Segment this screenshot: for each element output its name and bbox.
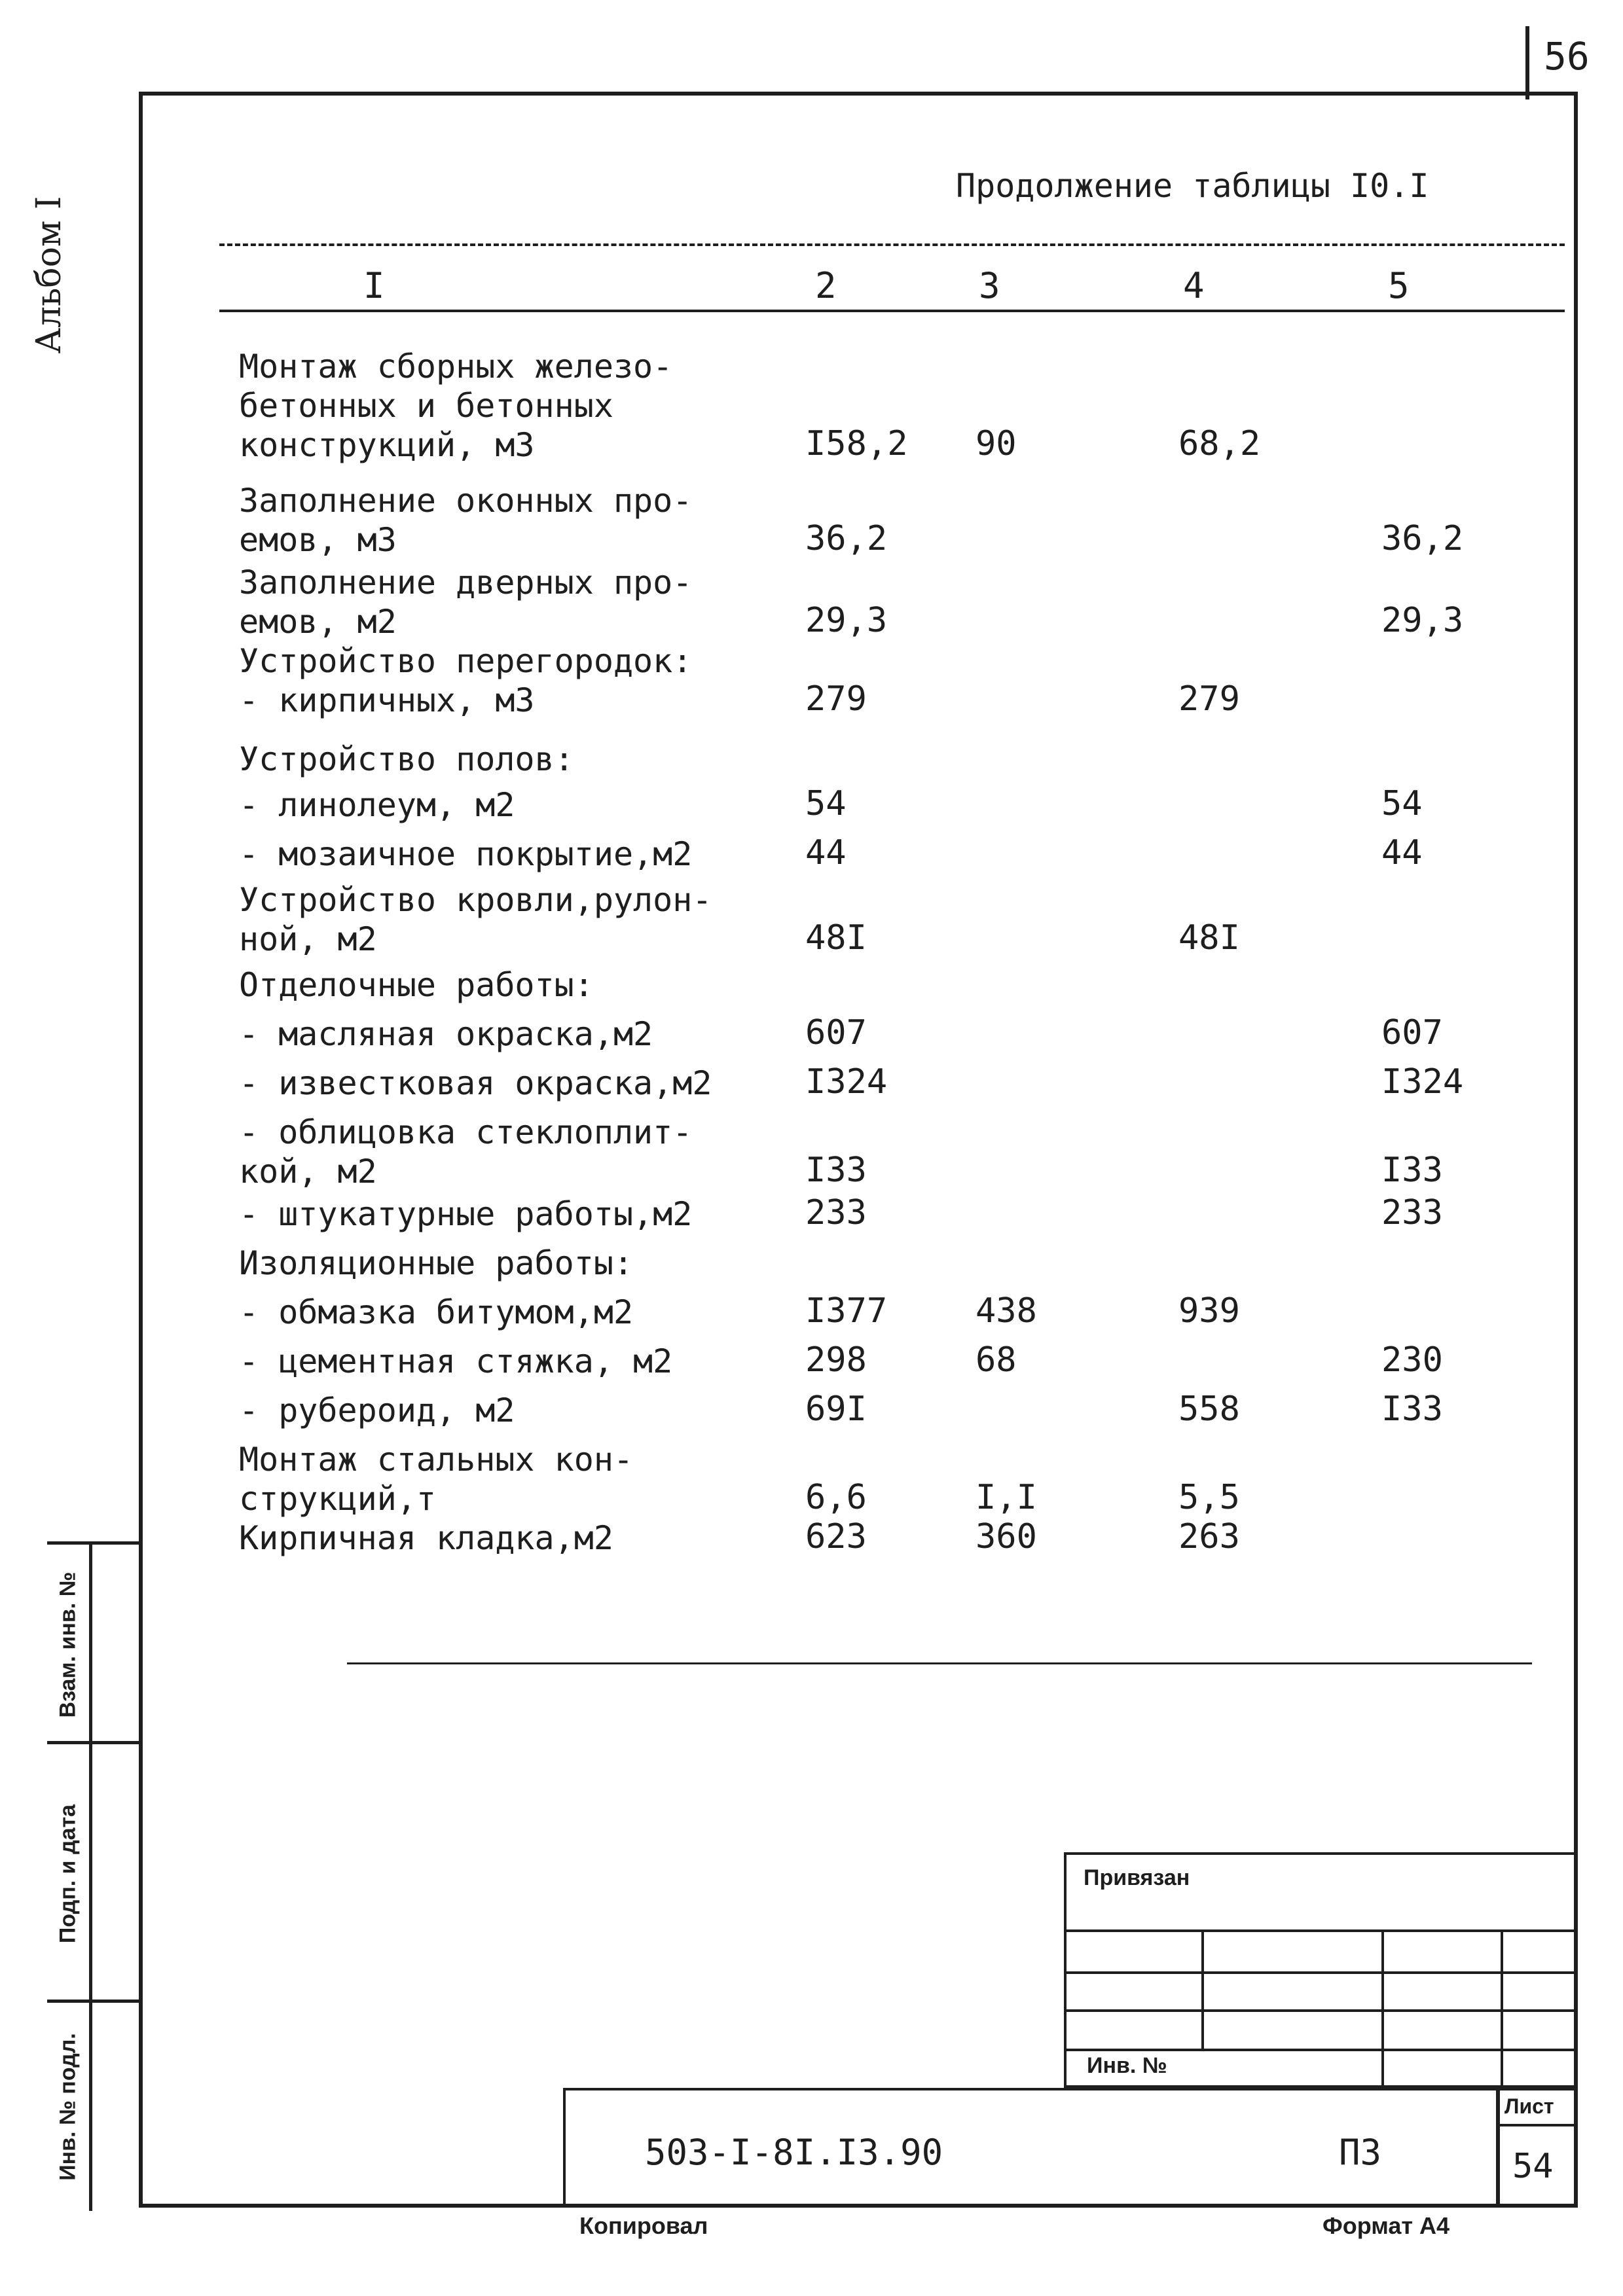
row-description: - линолеум, м2 xyxy=(239,786,515,824)
page-number-divider xyxy=(1525,26,1529,99)
sheet-box-rule xyxy=(1496,2124,1578,2126)
inv-no-label: Инв. № xyxy=(1087,2053,1167,2078)
row-value-c5: 607 xyxy=(1381,1013,1443,1052)
side-stamp-cell: Подп. и дата xyxy=(47,1741,139,2003)
row-value-c3: I,I xyxy=(976,1478,1037,1517)
row-description: - штукатурные работы,м2 xyxy=(239,1195,693,1233)
row-value-c2: 6,6 xyxy=(805,1478,867,1517)
row-description: Отделочные работы: xyxy=(239,966,594,1004)
album-label: Альбом I xyxy=(29,196,69,354)
column-header-1: I xyxy=(363,265,385,306)
row-value-c4: 68,2 xyxy=(1178,424,1261,463)
row-value-c4: 939 xyxy=(1178,1291,1240,1331)
row-description: - мозаичное покрытие,м2 xyxy=(239,835,693,873)
row-value-c4: 558 xyxy=(1178,1390,1240,1429)
table-header-rule xyxy=(219,310,1565,312)
title-block-vline xyxy=(1381,1931,1384,2088)
row-description: - обмазка битумом,м2 xyxy=(239,1293,634,1331)
row-value-c2: I58,2 xyxy=(805,424,908,463)
sheet-label: Лист xyxy=(1504,2094,1554,2118)
row-description: Монтаж сборных железо- бетонных и бетонных конструкций, м3 xyxy=(239,348,673,464)
sheet-box xyxy=(1496,2088,1500,2208)
row-value-c5: 233 xyxy=(1381,1193,1443,1232)
format-label: Формат А4 xyxy=(1322,2212,1450,2239)
row-value-c5: 36,2 xyxy=(1381,519,1464,558)
row-value-c2: 279 xyxy=(805,679,867,719)
row-description: - масляная окраска,м2 xyxy=(239,1015,653,1053)
row-value-c2: 69I xyxy=(805,1390,867,1429)
row-value-c4: 5,5 xyxy=(1178,1478,1240,1517)
title-block-vline xyxy=(1501,1931,1503,2088)
row-description: - рубероид, м2 xyxy=(239,1391,515,1429)
row-description: - облицовка стеклоплит- кой, м2 xyxy=(239,1113,693,1191)
row-value-c4: 279 xyxy=(1178,679,1240,719)
row-value-c2: 29,3 xyxy=(805,601,888,640)
row-description: Кирпичная кладка,м2 xyxy=(239,1519,613,1557)
column-header-4: 4 xyxy=(1183,265,1205,306)
page-number: 56 xyxy=(1544,34,1590,79)
row-value-c2: I324 xyxy=(805,1062,888,1102)
row-value-c2: 623 xyxy=(805,1517,867,1556)
row-value-c4: 48I xyxy=(1178,918,1240,958)
column-header-5: 5 xyxy=(1388,265,1410,306)
doc-code: 503-I-8I.I3.90 xyxy=(645,2132,943,2173)
row-value-c2: 54 xyxy=(805,784,847,823)
row-value-c5: I324 xyxy=(1381,1062,1464,1102)
row-description: Монтаж стальных кон- струкций,т xyxy=(239,1441,634,1518)
copied-label: Копировал xyxy=(579,2212,708,2239)
row-description: Устройство полов: xyxy=(239,740,574,778)
column-header-3: 3 xyxy=(979,265,1000,306)
row-description: Заполнение оконных про- емов, м3 xyxy=(239,482,693,559)
row-value-c3: 360 xyxy=(976,1517,1037,1556)
side-stamp-cell: Взам. инв. № xyxy=(47,1541,139,1744)
row-value-c3: 438 xyxy=(976,1291,1037,1331)
row-value-c2: 44 xyxy=(805,833,847,872)
row-value-c5: 230 xyxy=(1381,1340,1443,1380)
table-top-rule xyxy=(219,243,1565,246)
row-value-c2: I33 xyxy=(805,1151,867,1190)
table-bottom-rule xyxy=(347,1662,1532,1664)
row-value-c5: 29,3 xyxy=(1381,601,1464,640)
row-description: Заполнение дверных про- емов, м2 xyxy=(239,564,693,641)
doc-type: ПЗ xyxy=(1339,2132,1382,2173)
side-stamp-cell: Инв. № подл. xyxy=(47,2000,139,2211)
row-description: - известковая окраска,м2 xyxy=(239,1064,712,1102)
row-description: - кирпичных, м3 xyxy=(239,681,535,719)
row-value-c5: I33 xyxy=(1381,1390,1443,1429)
row-description: Изоляционные работы: xyxy=(239,1244,634,1282)
row-value-c3: 90 xyxy=(976,424,1017,463)
row-value-c2: 607 xyxy=(805,1013,867,1052)
row-value-c2: I377 xyxy=(805,1291,888,1331)
row-value-c5: I33 xyxy=(1381,1151,1443,1190)
sheet-number: 54 xyxy=(1512,2147,1554,2186)
row-description: Устройство кровли,рулон- ной, м2 xyxy=(239,881,712,958)
row-value-c2: 36,2 xyxy=(805,519,888,558)
row-value-c2: 298 xyxy=(805,1340,867,1380)
privyazan-label: Привязан xyxy=(1084,1865,1190,1890)
row-value-c2: 233 xyxy=(805,1193,867,1232)
row-value-c4: 263 xyxy=(1178,1517,1240,1556)
row-description: Устройство перегородок: xyxy=(239,642,693,680)
row-description: - цементная стяжка, м2 xyxy=(239,1342,673,1380)
row-value-c5: 44 xyxy=(1381,833,1423,872)
row-value-c2: 48I xyxy=(805,918,867,958)
title-block-vline xyxy=(1201,1931,1204,2049)
table-caption: Продолжение таблицы I0.I xyxy=(956,167,1429,205)
row-value-c3: 68 xyxy=(976,1340,1017,1380)
row-value-c5: 54 xyxy=(1381,784,1423,823)
column-header-2: 2 xyxy=(815,265,837,306)
